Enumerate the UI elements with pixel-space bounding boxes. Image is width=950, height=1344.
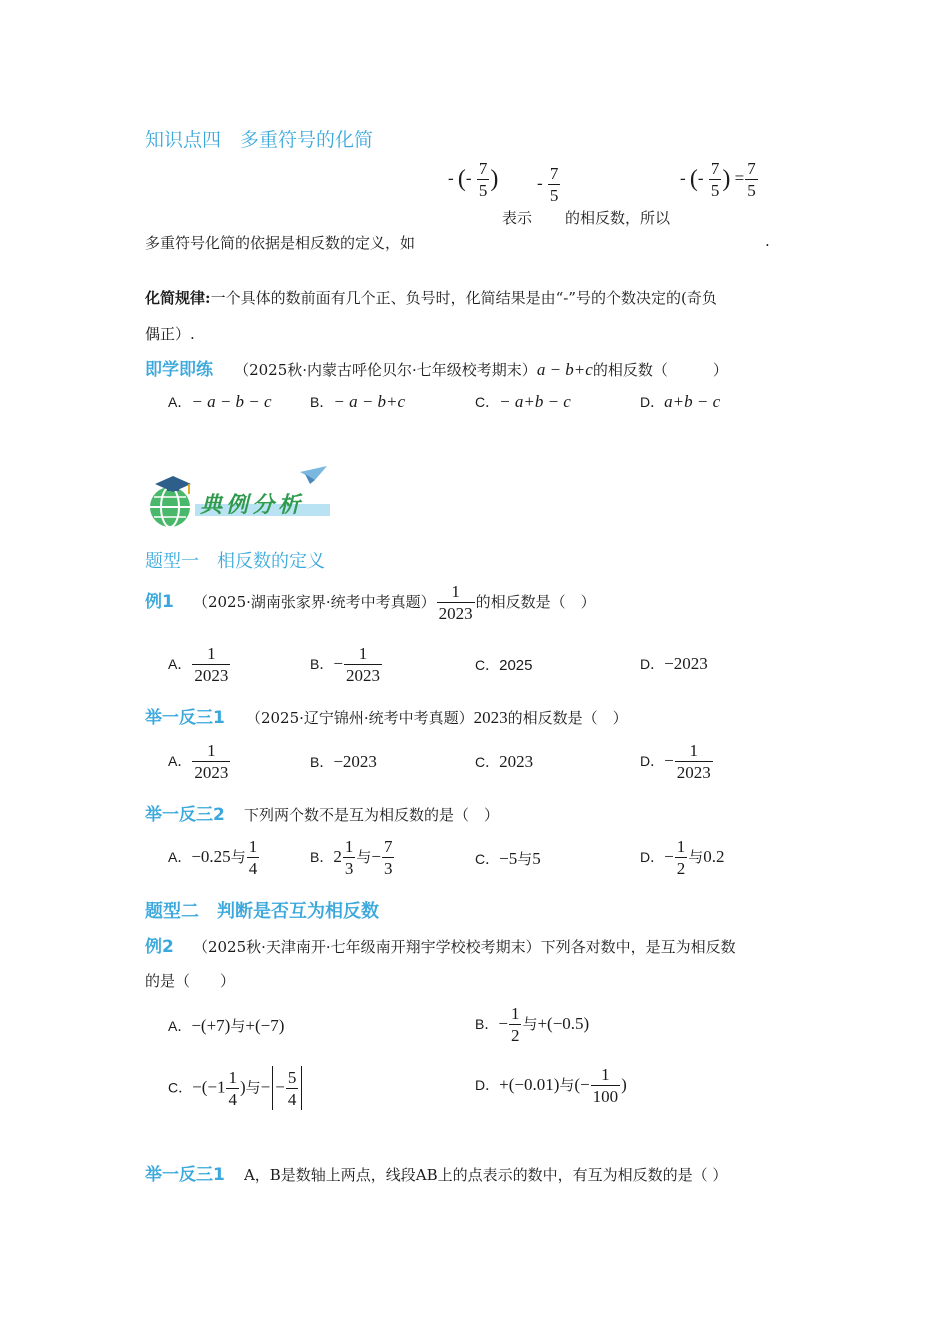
minus-sign: - [465, 168, 472, 188]
denominator: 4 [248, 859, 258, 878]
option-label: A． [168, 1018, 192, 1034]
banner-title: 典例分析 [200, 493, 305, 518]
denominator: 5 [747, 181, 756, 200]
denominator: 5 [549, 186, 559, 205]
option-label: D． [640, 394, 665, 410]
example1-option-b[interactable] [310, 645, 383, 684]
numerator: 1 [207, 741, 216, 760]
expr-neg-seven-fifths [537, 165, 561, 204]
basis-text: 多重符号化简的依据是相反数的定义，如 [145, 234, 416, 252]
option-value: +(−0.5) [537, 1014, 590, 1033]
option-label: A． [168, 849, 192, 865]
denominator: 4 [287, 1089, 297, 1109]
minus-sign: − [664, 847, 674, 866]
option-label: C． [475, 394, 500, 410]
type2-variant1-stem: A，B是数轴上两点，线段AB上的点表示的数中，有互为相反数的是（ ） [243, 1166, 728, 1184]
with-text: 与 [356, 848, 372, 866]
numerator: 7 [710, 159, 720, 178]
example2-option-d[interactable] [475, 1066, 627, 1105]
option-value: −2023 [333, 752, 377, 771]
minus-sign: − [498, 1014, 508, 1033]
denominator: 2 [676, 859, 686, 878]
example1-question [145, 583, 596, 622]
practice-option-a[interactable] [168, 392, 272, 412]
numerator: 1 [344, 837, 354, 856]
type2-variant1-label: 举一反三1 [145, 1165, 225, 1185]
option-label: A． [168, 656, 192, 672]
variant2-option-c[interactable] [475, 848, 541, 869]
numerator: 7 [383, 837, 393, 856]
example2-source: （2025秋·天津南开·七年级南开翔宇学校校考期末） [192, 938, 541, 956]
with-text: 与 [559, 1076, 575, 1094]
type1-title: 题型一 相反数的定义 [145, 551, 325, 572]
with-text: 与 [230, 848, 246, 866]
option-label: C． [475, 657, 500, 673]
variant1-question [145, 703, 628, 728]
denominator: 2023 [676, 763, 711, 782]
option-value: (− [574, 1075, 590, 1094]
practice-option-b[interactable] [310, 392, 405, 412]
with-text: 与 [688, 848, 704, 866]
variant1-option-c[interactable] [475, 752, 533, 772]
example1-option-d[interactable] [640, 654, 708, 674]
option-value: −0.25 [191, 847, 231, 866]
option-label: D． [640, 849, 665, 865]
numerator: 1 [451, 582, 460, 601]
numerator: 1 [228, 1067, 237, 1087]
section-title-kp4: 知识点四 多重符号的化简 [145, 129, 374, 151]
option-label: B． [310, 849, 334, 865]
variant1-label: 举一反三1 [145, 708, 225, 728]
opposite-text: 的相反数，所以 [565, 209, 671, 227]
example1-option-a[interactable] [168, 645, 231, 684]
minus-sign: − [333, 654, 343, 673]
example1-source: （2025·湖南张家界·统考中考真题） [192, 593, 436, 611]
example-analysis-banner [145, 462, 345, 532]
numerator: 1 [689, 741, 698, 760]
minus-sign: - [537, 173, 543, 193]
minus-sign: - [680, 168, 686, 188]
denominator: 2023 [194, 763, 229, 782]
option-label: D． [640, 753, 665, 769]
whole-part: 2 [333, 847, 342, 866]
denominator: 2 [510, 1026, 520, 1045]
denominator: 3 [344, 859, 354, 878]
option-label: B． [475, 1016, 499, 1032]
rule-label: 化简规律 [145, 289, 206, 307]
equals-sign: = [734, 168, 745, 188]
variant1-math: 2023 [473, 708, 508, 727]
variant2-option-d[interactable] [640, 838, 724, 877]
option-label: C． [168, 1079, 193, 1096]
practice-label: 即学即练 [145, 360, 213, 380]
option-label: A． [168, 394, 192, 410]
with-text: 与 [230, 1017, 246, 1035]
numerator: 1 [676, 837, 686, 856]
means-text: 表示 [502, 209, 533, 227]
variant2-option-b[interactable] [310, 838, 395, 877]
numerator: 1 [358, 644, 368, 663]
variant2-question [145, 800, 499, 825]
option-label: A． [168, 753, 192, 769]
numerator: 1 [601, 1065, 610, 1084]
variant1-suffix: 的相反数是（ ） [507, 709, 628, 727]
example2-option-c[interactable] [168, 1066, 304, 1110]
variant2-stem: 下列两个数不是互为相反数的是（ ） [243, 806, 499, 824]
example2-option-b[interactable] [475, 1005, 589, 1044]
example2-option-a[interactable] [168, 1015, 284, 1036]
denominator: 2023 [438, 604, 473, 623]
rule-text-line2: 偶正）. [145, 325, 195, 343]
numerator: 7 [549, 164, 559, 183]
rule-text: 一个具体的数前面有几个正、负号时，化简结果是由“-”号的个数决定的(奇负 [210, 289, 717, 307]
variant2-label: 举一反三2 [145, 805, 225, 825]
option-math: − a − b+c [333, 392, 406, 411]
numerator: 1 [510, 1004, 520, 1023]
period: . [765, 232, 770, 250]
example2-label: 例2 [145, 937, 174, 957]
example2-stem-line2: 的是（ ） [145, 972, 236, 990]
example2-question [145, 932, 736, 957]
denominator: 4 [228, 1089, 237, 1109]
minus-sign: − [275, 1077, 285, 1097]
minus-sign: − [664, 751, 674, 770]
practice-option-c[interactable] [475, 392, 571, 412]
denominator: 3 [383, 859, 393, 878]
option-value: 2025 [499, 657, 533, 674]
option-math: a+b − c [664, 392, 721, 411]
variant1-option-a[interactable] [168, 742, 231, 781]
minus-sign: - [697, 168, 704, 188]
option-label: B． [310, 394, 334, 410]
option-label: D． [475, 1077, 500, 1093]
option-value: −2023 [664, 654, 708, 673]
example1-option-c[interactable] [475, 655, 533, 675]
option-math: − a+b − c [499, 392, 571, 411]
numerator: 1 [207, 644, 216, 663]
type2-variant1-question [145, 1160, 727, 1185]
option-label: B． [310, 656, 334, 672]
denominator: 5 [478, 181, 488, 200]
abs-bar-right [301, 1066, 302, 1110]
numerator: 1 [248, 837, 258, 856]
with-text: 与 [517, 850, 533, 868]
practice-suffix: 的相反数（ ） [592, 361, 728, 379]
option-math: − a − b − c [191, 392, 272, 411]
denominator: 2023 [194, 666, 229, 685]
expr-minus-neg-seven-fifths: - (- $\frac{7}{5}$ ) [448, 159, 499, 200]
expr-result: - (- $\frac{7}{5}$ ) = $\frac{7}{5}$ [680, 159, 756, 200]
numerator: 7 [478, 159, 488, 178]
denominator: 100 [592, 1087, 619, 1106]
example2-stem: 下列各对数中，是互为相反数 [540, 938, 736, 956]
practice-math: a − b+c [536, 360, 593, 379]
practice-source: （2025秋·内蒙古呼伦贝尔·七年级校考期末） [234, 361, 537, 379]
option-value: 0.2 [703, 847, 725, 866]
paren-close: ) [621, 1075, 627, 1094]
option-value: −5 [499, 849, 518, 868]
practice-question [145, 355, 728, 380]
option-value: 5 [532, 849, 541, 868]
variant1-option-b[interactable] [310, 752, 377, 772]
option-label: C． [475, 851, 500, 867]
variant1-option-d[interactable] [640, 742, 714, 781]
denominator: 2023 [345, 666, 380, 685]
option-value: 2023 [499, 752, 534, 771]
numerator: 7 [747, 159, 756, 178]
option-value: +(−7) [245, 1016, 285, 1035]
option-label: B． [310, 754, 334, 770]
practice-option-d[interactable] [640, 392, 720, 412]
with-text: 与 [245, 1078, 261, 1097]
minus-sign: − [260, 1077, 271, 1097]
example1-suffix: 的相反数是（ ） [475, 593, 596, 611]
numerator: 5 [287, 1067, 297, 1087]
paren-close: ) [239, 1077, 246, 1097]
rule-paragraph [145, 287, 717, 308]
minus-sign: − [371, 847, 381, 866]
option-label: D． [640, 656, 665, 672]
example1-label: 例1 [145, 592, 174, 612]
variant2-option-a[interactable] [168, 838, 260, 877]
option-value: +(−0.01) [499, 1075, 560, 1094]
option-value: −(−1 [192, 1077, 226, 1097]
denominator: 5 [710, 181, 720, 200]
option-label: C． [475, 754, 500, 770]
minus-sign: - [448, 168, 454, 188]
variant1-source: （2025·辽宁锦州·统考中考真题） [245, 709, 474, 727]
rule-colon: : [205, 289, 211, 307]
type2-title: 题型二 判断是否互为相反数 [145, 901, 379, 922]
option-value: −(+7) [191, 1016, 231, 1035]
abs-bar-left [272, 1066, 273, 1110]
with-text: 与 [522, 1015, 538, 1033]
